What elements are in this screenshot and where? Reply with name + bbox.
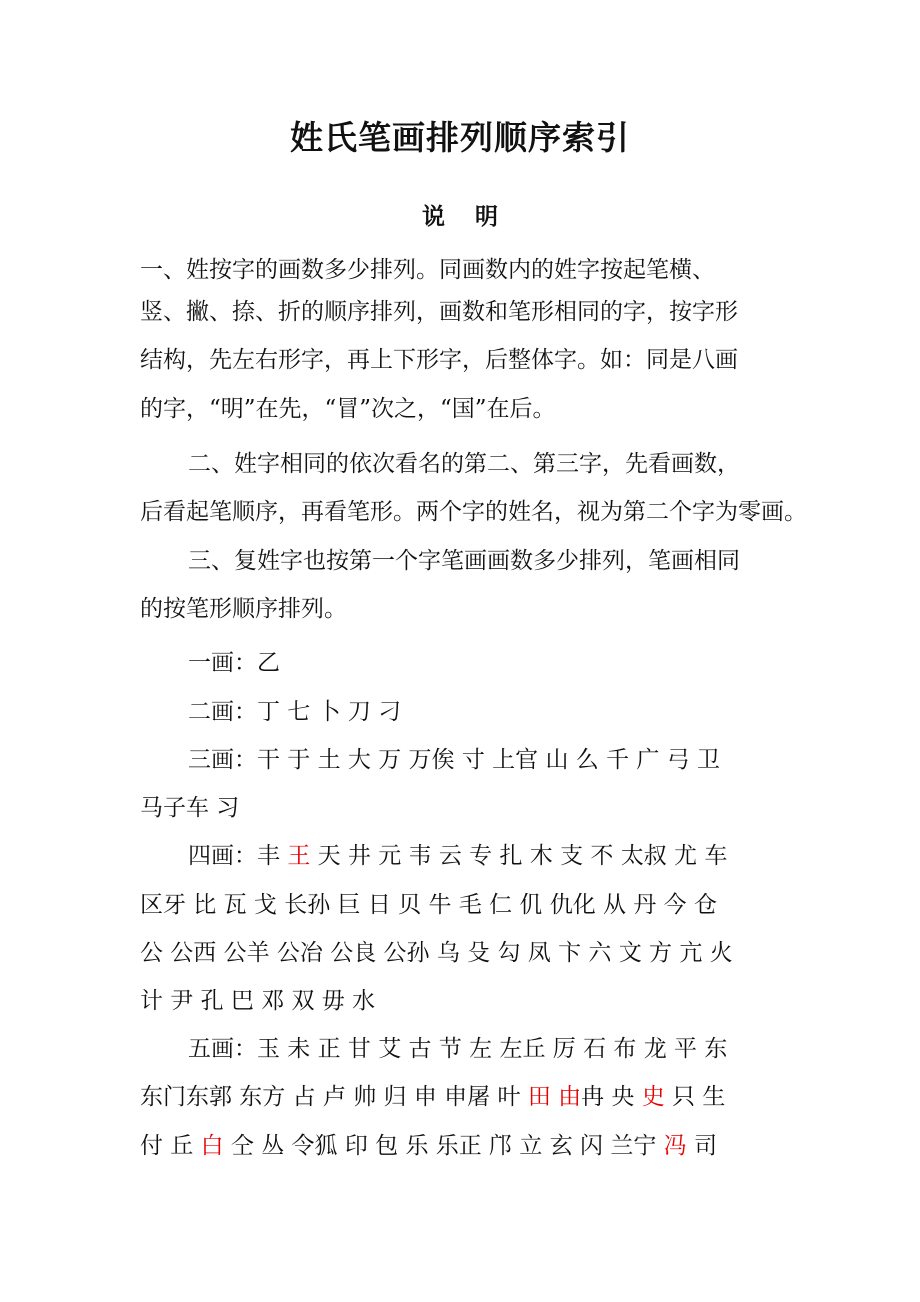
intro-line-8: 的按笔形顺序排列。 [140, 596, 347, 622]
text-segment: 天 井 元 韦 云 专 扎 木 支 不 太叔 尤 车 [310, 843, 728, 869]
intro-line-5: 二、姓字相同的依次看名的第二、第三字，先看画数， [188, 451, 740, 477]
stroke-five-line-3 [140, 1131, 800, 1161]
heading-char-1: 说 [422, 203, 445, 230]
section-heading [0, 198, 920, 231]
stroke-four-line-2: 区牙 比 瓦 戈 长孙 巨 日 贝 牛 毛 仁 仉 仇化 从 丹 今 仓 [140, 892, 717, 918]
intro-line-1: 一、姓按字的画数多少排列。同画数内的姓字按起笔横、 [140, 257, 715, 283]
stroke-two-line: 二画：丁 七 卜 刀 刁 [188, 699, 402, 725]
highlighted-surname: 冯 [663, 1133, 687, 1159]
document-title: 姓氏笔画排列顺序索引 [290, 118, 630, 157]
intro-line-4: 的字，“明”在先，“冒”次之，“国”在后。 [140, 396, 556, 422]
stroke-four-line-3: 公 公西 公羊 公冶 公良 公孙 乌 殳 勾 凤 卞 六 文 方 亢 火 [140, 940, 733, 966]
text-segment: 四画：丰 [188, 843, 288, 869]
stroke-four-line-1 [188, 841, 848, 871]
intro-line-3: 结构，先左右形字，再上下形字，后整体字。如：同是八画 [140, 347, 738, 373]
heading-char-2: 明 [475, 203, 498, 230]
highlighted-surname: 史 [641, 1084, 665, 1110]
stroke-one-line: 一画：乙 [188, 650, 280, 676]
text-segment: 冉 央 [581, 1084, 642, 1110]
stroke-five-line-2 [140, 1082, 800, 1112]
text-segment: 付 丘 [140, 1133, 201, 1159]
intro-line-7: 三、复姓字也按第一个字笔画画数多少排列，笔画相同 [188, 548, 740, 574]
highlighted-surname: 田 [527, 1084, 551, 1110]
intro-line-2: 竖、撇、捺、折的顺序排列，画数和笔形相同的字，按字形 [140, 299, 738, 325]
highlighted-surname: 由 [558, 1084, 582, 1110]
text-segment: 司 [686, 1133, 717, 1159]
highlighted-surname: 王 [287, 843, 311, 869]
stroke-five-line-1: 五画：玉 未 正 甘 艾 古 节 左 左丘 厉 石 布 龙 平 东 [188, 1036, 728, 1062]
text-segment: 只 生 [664, 1084, 726, 1110]
stroke-three-line-2: 马子车 习 [140, 795, 240, 821]
highlighted-surname: 白 [200, 1133, 224, 1159]
intro-line-6: 后看起笔顺序，再看笔形。两个字的姓名，视为第二个字为零画。 [140, 499, 807, 525]
stroke-four-line-4: 计 尹 孔 巴 邓 双 毋 水 [140, 988, 376, 1014]
stroke-three-line-1: 三画：干 于 土 大 万 万俟 寸 上官 山 么 千 广 弓 卫 [188, 747, 721, 773]
text-segment: 仝 丛 令狐 印 包 乐 乐正 邝 立 玄 闪 兰宁 [223, 1133, 664, 1159]
text-segment: 东门东郭 东方 占 卢 帅 归 申 申屠 叶 [140, 1084, 528, 1110]
